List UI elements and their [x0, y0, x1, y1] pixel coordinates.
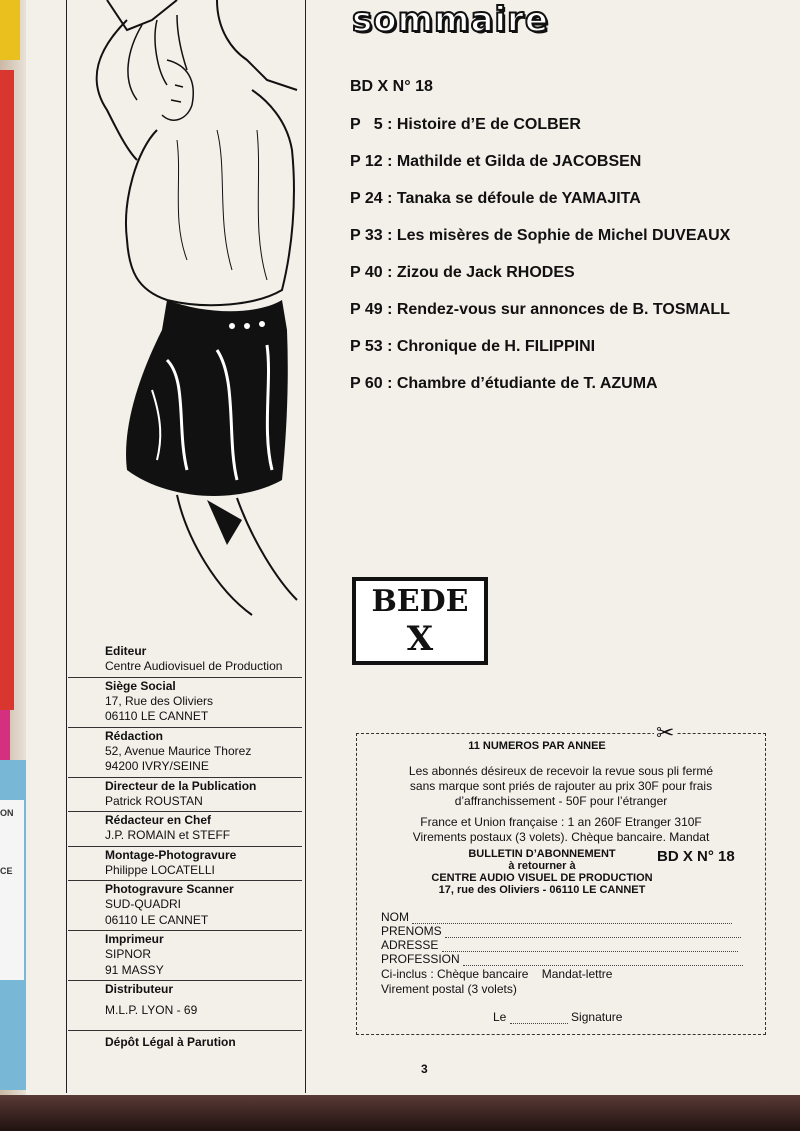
field-line[interactable]: [442, 941, 738, 952]
credit-imprimeur: [68, 931, 302, 981]
credit-line: SUD-QUADRI: [105, 897, 182, 911]
coupon-intro-line: d’affranchissement - 50F pour l’étranger: [454, 794, 668, 808]
coupon-order-block: [397, 848, 687, 896]
page-title: sommaire: [352, 0, 549, 40]
order-address: 17, rue des Oliviers - 06110 LE CANNET: [438, 884, 646, 896]
field-prenoms[interactable]: [381, 924, 741, 938]
toc-text: : Chronique de H. FILIPPINI: [387, 338, 596, 355]
logo-line1: BEDE: [371, 584, 469, 619]
edge-tab-ce: CE: [0, 866, 13, 876]
toc-page: P 12: [350, 153, 383, 170]
credit-line: 52, Avenue Maurice Thorez: [105, 743, 252, 758]
credit-editeur: [68, 643, 302, 678]
field-label: Signature: [571, 1010, 623, 1024]
page-number: 3: [421, 1062, 428, 1076]
toc-item[interactable]: [350, 189, 790, 226]
toc-item[interactable]: [350, 374, 790, 411]
order-return: à retourner à: [508, 860, 576, 872]
table-of-contents: [350, 78, 790, 411]
toc-item[interactable]: [350, 263, 790, 300]
toc-item[interactable]: [350, 337, 790, 374]
credit-line: 17, Rue des Oliviers: [105, 693, 214, 708]
field-label: PROFESSION: [381, 952, 460, 966]
toc-page: P 5: [350, 116, 383, 133]
toc-item[interactable]: [350, 226, 790, 263]
credit-siege: [68, 678, 302, 728]
credit-directeur: [68, 778, 302, 813]
field-line[interactable]: [445, 927, 741, 938]
depot-legal: Dépôt Légal à Parution: [105, 1035, 236, 1049]
toc-item[interactable]: [350, 115, 790, 152]
credit-line: M.L.P. LYON - 69: [105, 1003, 198, 1017]
credit-label: Montage-Photogravure: [105, 847, 237, 862]
toc-page: P 24: [350, 190, 383, 207]
toc-page: P 40: [350, 264, 383, 281]
pinup-illustration: [67, 0, 303, 640]
field-label: PRENOMS: [381, 924, 442, 938]
credit-line: 94200 IVRY/SEINE: [105, 759, 209, 773]
scissors-icon: ✂: [656, 720, 675, 745]
field-label: NOM: [381, 910, 409, 924]
field-mandat: Mandat-lettre: [541, 967, 613, 981]
edge-tab-on: ON: [0, 808, 14, 818]
toc-heading: BD X N° 18: [350, 78, 433, 95]
field-label: Le: [493, 1010, 507, 1024]
coupon-price-line: Virements postaux (3 volets). Chèque bancaire. Mandat: [412, 830, 710, 844]
toc-text: : Les misères de Sophie de Michel DUVEAUX: [387, 227, 731, 244]
coupon-intro-line: Les abonnés désireux de recevoir la revue sous pli fermé: [408, 764, 714, 778]
field-label: Ci-inclus : Chèque bancaire: [381, 967, 529, 981]
credit-line: 91 MASSY: [105, 962, 164, 977]
subscription-coupon: [356, 733, 766, 1035]
credit-label: Distributeur: [105, 982, 174, 996]
field-profession[interactable]: [381, 952, 743, 966]
coupon-issue: BD X N° 18: [657, 848, 735, 865]
edge-red-strip: [0, 70, 14, 710]
toc-text: : Rendez-vous sur annonces de B. TOSMALL: [387, 301, 730, 318]
order-title: BULLETIN D’ABONNEMENT: [468, 848, 616, 860]
toc-page: P 53: [350, 338, 383, 355]
credit-line: Patrick ROUSTAN: [105, 793, 203, 808]
page-bottom-shadow: [0, 1095, 800, 1131]
credit-label: Editeur: [105, 644, 147, 658]
credit-line: SIPNOR: [105, 947, 152, 961]
toc-page: P 33: [350, 227, 383, 244]
field-label: ADRESSE: [381, 938, 439, 952]
field-nom[interactable]: [381, 910, 732, 924]
field-label: Virement postal (3 volets): [381, 982, 517, 996]
credit-label: Rédaction: [105, 728, 164, 743]
field-adresse[interactable]: [381, 938, 738, 952]
credit-scanner: [68, 881, 302, 931]
edge-white-strip: [0, 800, 24, 980]
coupon-price-line: France et Union française : 1 an 260F Etranger 310F: [420, 815, 702, 829]
coupon-intro-line: sans marque sont priés de rajouter au prix 30F pour frais: [409, 779, 713, 793]
toc-page: P 60: [350, 375, 383, 392]
credit-line: Centre Audiovisuel de Production: [105, 659, 283, 673]
credit-distributeur: [68, 981, 302, 1021]
field-line[interactable]: [412, 913, 732, 924]
credit-line: J.P. ROMAIN et STEFF: [105, 828, 231, 842]
date-line[interactable]: [510, 1013, 568, 1024]
logo-line2: X: [406, 619, 434, 659]
credit-line: 06110 LE CANNET: [105, 912, 209, 927]
credit-redaction: [68, 728, 302, 778]
credit-label: Rédacteur en Chef: [105, 813, 212, 827]
credit-redacteur: [68, 812, 302, 847]
credit-line: 06110 LE CANNET: [105, 709, 209, 723]
credit-label: Siège Social: [105, 678, 176, 693]
field-date-signature[interactable]: [493, 1010, 622, 1024]
toc-text: : Zizou de Jack RHODES: [387, 264, 575, 281]
toc-page: P 49: [350, 301, 383, 318]
toc-text: : Tanaka se défoule de YAMAJITA: [387, 190, 641, 207]
depot-divider: [68, 1030, 302, 1031]
field-line[interactable]: [463, 955, 743, 966]
toc-item[interactable]: [350, 300, 790, 337]
toc-text: : Mathilde et Gilda de JACOBSEN: [387, 153, 642, 170]
credit-line: Philippe LOCATELLI: [105, 862, 215, 877]
order-company: CENTRE AUDIO VISUEL DE PRODUCTION: [431, 872, 653, 884]
credit-label: Imprimeur: [105, 932, 164, 946]
edge-yellow-strip: [0, 0, 20, 60]
toc-item[interactable]: [350, 152, 790, 189]
toc-text: : Histoire d’E de COLBER: [387, 116, 581, 133]
field-virement[interactable]: [381, 982, 517, 996]
credit-montage: [68, 847, 302, 882]
credits-list: [68, 643, 302, 1021]
coupon-heading: 11 NUMEROS PAR ANNEE: [468, 740, 606, 752]
toc-text: : Chambre d’étudiante de T. AZUMA: [387, 375, 658, 392]
credit-label: Photogravure Scanner: [105, 882, 234, 896]
credit-label: Directeur de la Publication: [105, 778, 257, 793]
field-inclus[interactable]: [381, 967, 612, 981]
bede-x-logo: [352, 577, 488, 665]
